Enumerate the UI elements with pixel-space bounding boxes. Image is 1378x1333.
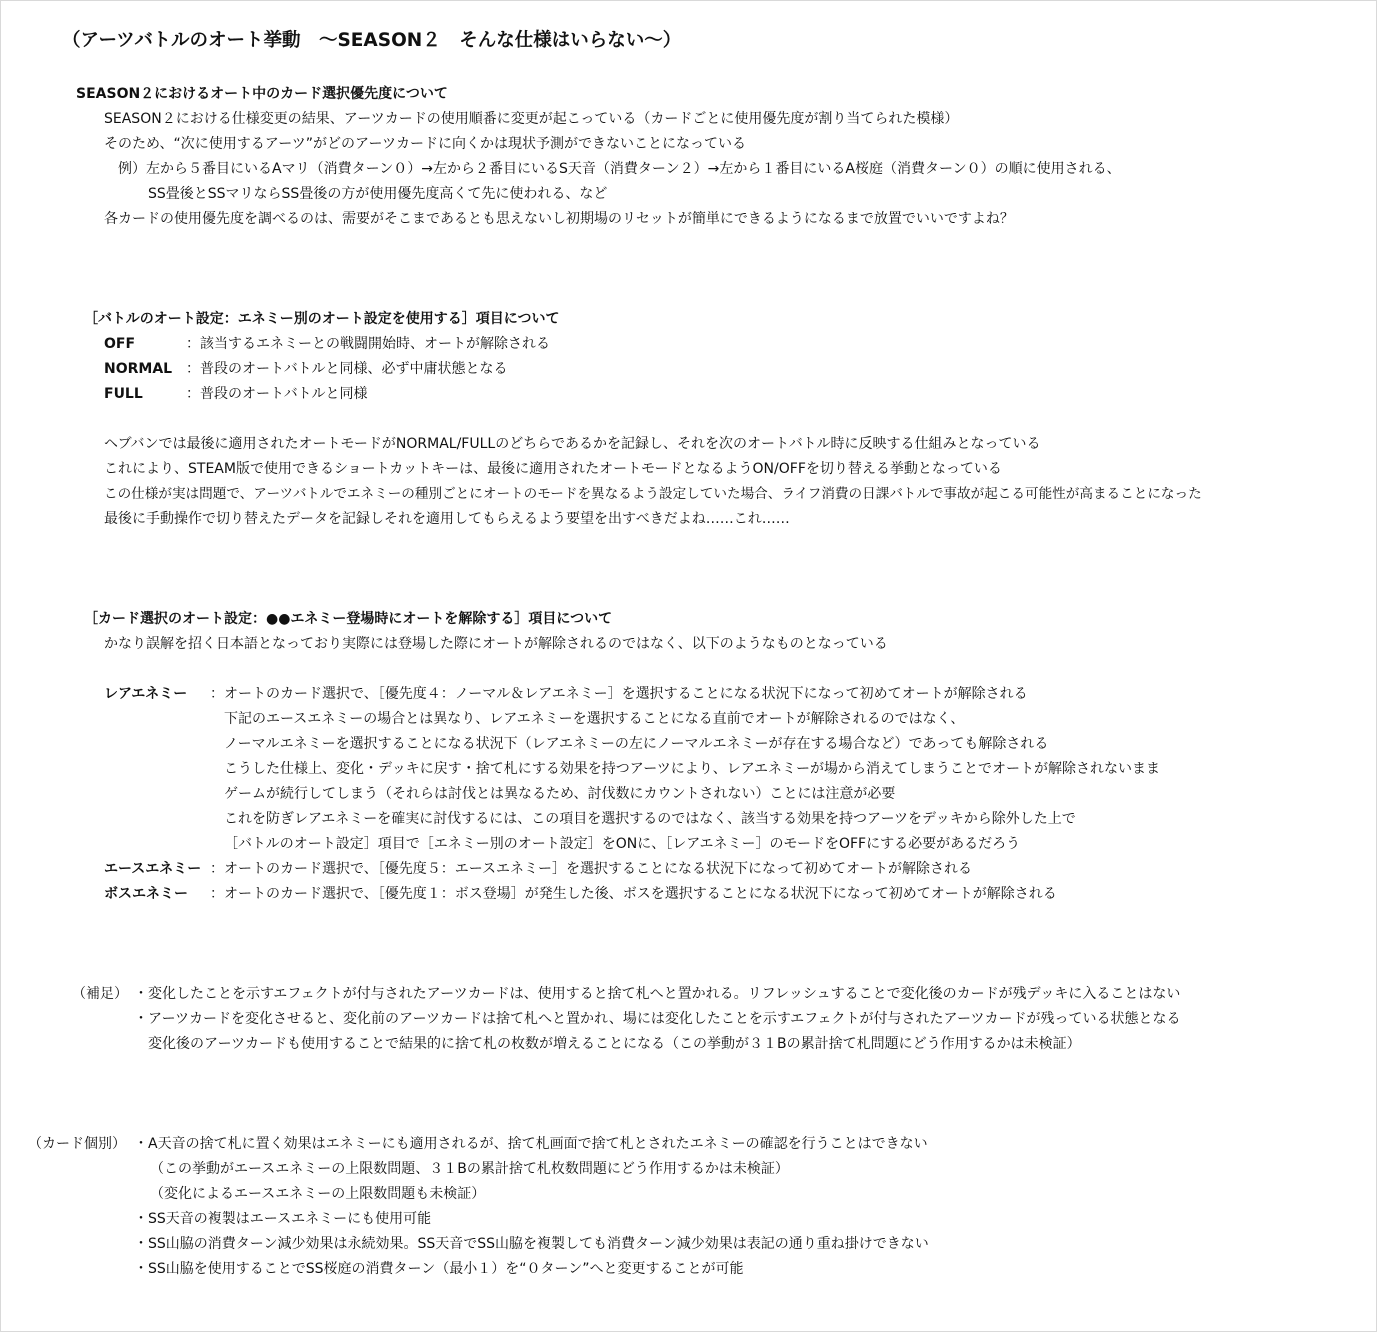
section1-example: 例）左から５番目にいるAマリ（消費ターン０）→左から２番目にいるS天音（消費ターン２）→左から１番目にいるA桜庭（消費ターン０）の順に使用される、 (118, 161, 1121, 177)
card-note: ・SS山脇を使用することでSS桜庭の消費ターン（最小１）を“０ターン”へと変更することが可能 (134, 1261, 744, 1277)
option-name-off: OFF (104, 336, 136, 352)
section1-line: そのため、“次に使用するアーツ”がどのアーツカードに向くかは現状予測ができないことになっている (104, 136, 746, 152)
section3-intro: かなり誤解を招く日本語となっており実際には登場した際にオートが解除されるのではなく、以下のようなものとなっている (104, 636, 888, 652)
card-note: ・SS天音の複製はエースエネミーにも使用可能 (134, 1211, 432, 1227)
section-heading-card-priority: SEASON２におけるオート中のカード選択優先度について (76, 86, 448, 102)
page-title: （アーツバトルのオート挙動 ～SEASON２ そんな仕様はいらない～） (62, 30, 682, 51)
rare-enemy-line: こうした仕様上、変化・デッキに戻す・捨て札にする効果を持つアーツにより、レアエネミーが場から消えてしまうことでオートが解除されないまま (224, 761, 1161, 777)
rare-enemy-line: 下記のエースエネミーの場合とは異なり、レアエネミーを選択することになる直前でオートが解除されるのではなく、 (224, 711, 965, 727)
rare-enemy-line: これを防ぎレアエネミーを確実に討伐するには、この項目を選択するのではなく、該当する効果を持つアーツをデッキから除外した上で (224, 811, 1076, 827)
supplement-line: 変化後のアーツカードも使用することで結果的に捨て札の枚数が増えることになる（この挙動が３１Bの累計捨て札問題にどう作用するかは未検証） (148, 1036, 1081, 1052)
supplement-line: ・変化したことを示すエフェクトが付与されたアーツカードは、使用すると捨て札へと置かれる。リフレッシュすることで変化後のカードが残デッキに入ることはない (134, 986, 1181, 1002)
rare-enemy-label: レアエネミー (104, 686, 188, 702)
ace-enemy-label: エースエネミー (104, 861, 202, 877)
card-note: ・A天音の捨て札に置く効果はエネミーにも適用されるが、捨て札画面で捨て札とされたエネミーの確認を行うことはできない (134, 1136, 928, 1152)
section-heading-card-auto: ［カード選択のオート設定：●●エネミー登場時にオートを解除する］項目について (84, 611, 613, 627)
section1-example-cont: SS畳後とSSマリならSS畳後の方が使用優先度高くて先に使われる、など (148, 186, 608, 202)
section2-line: この仕様が実は問題で、アーツバトルでエネミーの種別ごとにオートのモードを異なるよう設定していた場合、ライフ消費の日課バトルで事故が起こる可能性が高まることになった (104, 486, 1202, 502)
section2-line: ヘブバンでは最後に適用されたオートモードがNORMAL/FULLのどちらであるかを記録し、それを次のオートバトル時に反映する仕組みとなっている (104, 436, 1041, 452)
section2-line: 最後に手動操作で切り替えたデータを記録しそれを適用してもらえるよう要望を出すべきだよね……これ…… (104, 511, 790, 527)
card-note: ・SS山脇の消費ターン減少効果は永続効果。SS天音でSS山脇を複製しても消費ターン減少効果は表記の通り重ね掛けできない (134, 1236, 929, 1252)
section1-line: 各カードの使用優先度を調べるのは、需要がそこまであるとも思えないし初期場のリセットが簡単にできるようになるまで放置でいいですよね？ (104, 211, 1014, 227)
option-desc-normal: ：普段のオートバトルと同様、必ず中庸状態となる (186, 361, 508, 377)
section-heading-battle-auto: ［バトルのオート設定：エネミー別のオート設定を使用する］項目について (84, 311, 560, 327)
section1-line: SEASON２における仕様変更の結果、アーツカードの使用順番に変更が起こっている（カードごとに使用優先度が割り当てられた模様） (104, 111, 959, 127)
rare-enemy-line: ［バトルのオート設定］項目で［エネミー別のオート設定］をONに、［レアエネミー］のモードをOFFにする必要があるだろう (224, 836, 1021, 852)
supplement-line: ・アーツカードを変化させると、変化前のアーツカードは捨て札へと置かれ、場には変化したことを示すエフェクトが付与されたアーツカードが残っている状態となる (134, 1011, 1181, 1027)
boss-enemy-line: ：オートのカード選択で、［優先度１：ボス登場］が発生した後、ボスを選択することになる状況下になって初めてオートが解除される (210, 886, 1057, 902)
boss-enemy-label: ボスエネミー (104, 886, 188, 902)
rare-enemy-line: ：オートのカード選択で、［優先度４：ノーマル＆レアエネミー］を選択することになる状況下になって初めてオートが解除される (210, 686, 1028, 702)
option-desc-off: ：該当するエネミーとの戦闘開始時、オートが解除される (186, 336, 550, 352)
option-name-full: FULL (104, 386, 143, 402)
supplement-label: （補足） (72, 986, 128, 1002)
option-name-normal: NORMAL (104, 361, 173, 377)
rare-enemy-line: ノーマルエネミーを選択することになる状況下（レアエネミーの左にノーマルエネミーが存在する場合など）であっても解除される (224, 736, 1049, 752)
option-desc-full: ：普段のオートバトルと同様 (186, 386, 368, 402)
ace-enemy-line: ：オートのカード選択で、［優先度５：エースエネミー］を選択することになる状況下になって初めてオートが解除される (210, 861, 973, 877)
section2-line: これにより、STEAM版で使用できるショートカットキーは、最後に適用されたオートモードとなるようON/OFFを切り替える挙動となっている (104, 461, 1002, 477)
rare-enemy-line: ゲームが続行してしまう（それらは討伐とは異なるため、討伐数にカウントされない）ことには注意が必要 (224, 786, 896, 802)
card-note: （この挙動がエースエネミーの上限数問題、３１Bの累計捨て札枚数問題にどう作用するかは未検証） (150, 1161, 789, 1177)
cards-label: （カード個別） (28, 1136, 126, 1152)
card-note: （変化によるエースエネミーの上限数問題も未検証） (150, 1186, 486, 1202)
